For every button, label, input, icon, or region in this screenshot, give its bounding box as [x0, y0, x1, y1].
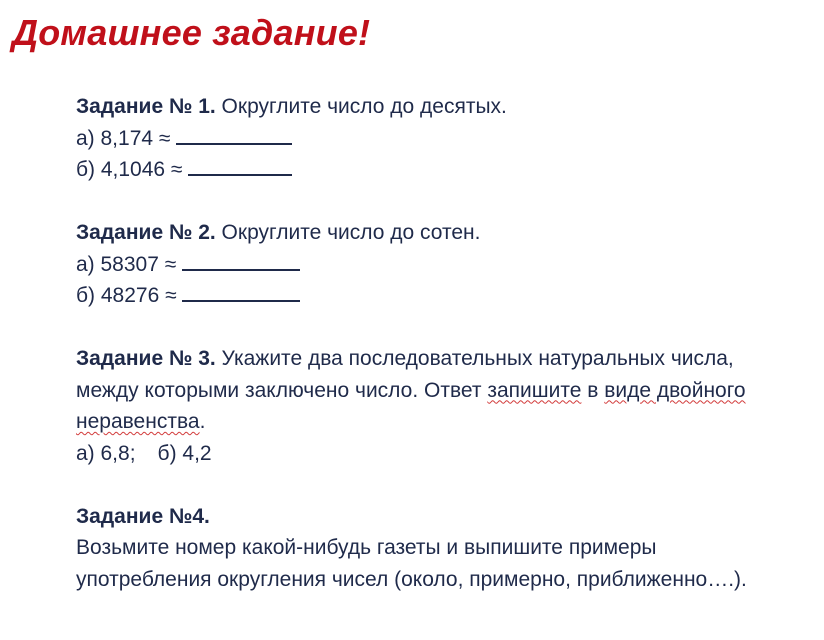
page-title: Домашнее задание!	[12, 12, 371, 53]
task-4-prompt: Возьмите номер какой-нибудь газеты и выпишите примеры употребления округления чисел (около, примерно, приближенно….).	[76, 536, 747, 591]
task-2-heading: Задание № 2.	[76, 221, 216, 244]
homework-content	[76, 91, 796, 595]
spacer	[76, 186, 796, 218]
answer-blank	[182, 281, 300, 302]
task-4-header	[76, 501, 796, 533]
task-1-item-b-label: б) 4,1046 ≈	[76, 158, 189, 181]
task-1-heading: Задание № 1.	[76, 95, 216, 118]
task-3-item-b-label: б) 4,2	[157, 441, 212, 465]
task-3-items	[76, 438, 796, 470]
task-1-header	[76, 91, 796, 123]
task-3-prompt-part3: .	[199, 410, 206, 433]
task-2-prompt: Округлите число до сотен.	[215, 221, 481, 244]
answer-blank	[182, 250, 300, 271]
task-2-item-a	[76, 249, 796, 281]
task-3-prompt-spellcheck-phrase: виде двойного неравенства	[76, 378, 746, 433]
task-2-item-b-label: б) 48276 ≈	[76, 284, 183, 307]
task-3-header	[76, 343, 796, 438]
task-3-prompt-part2: в	[581, 378, 605, 402]
task-1-item-b	[76, 154, 796, 186]
task-3-item-a-label: а) 6,8;	[76, 441, 136, 465]
task-1-item-a-label: а) 8,174 ≈	[76, 126, 177, 150]
task-1-item-a	[76, 123, 796, 155]
task-3-prompt-spellcheck-word: запишите	[487, 378, 582, 402]
task-3-prompt-part1: Укажите два последовательных натуральных числа, между которыми заключено число. Ответ	[76, 347, 734, 402]
task-1-prompt: Округлите число до десятых.	[215, 95, 507, 118]
task-4-heading: Задание №4.	[76, 504, 210, 528]
task-2-item-a-label: а) 58307 ≈	[76, 252, 183, 276]
spacer	[76, 469, 796, 501]
task-3-heading: Задание № 3.	[76, 347, 216, 370]
answer-blank	[188, 155, 292, 176]
task-2-item-b	[76, 280, 796, 312]
spacer	[76, 312, 796, 344]
task-2-header	[76, 217, 796, 249]
answer-blank	[176, 124, 292, 145]
